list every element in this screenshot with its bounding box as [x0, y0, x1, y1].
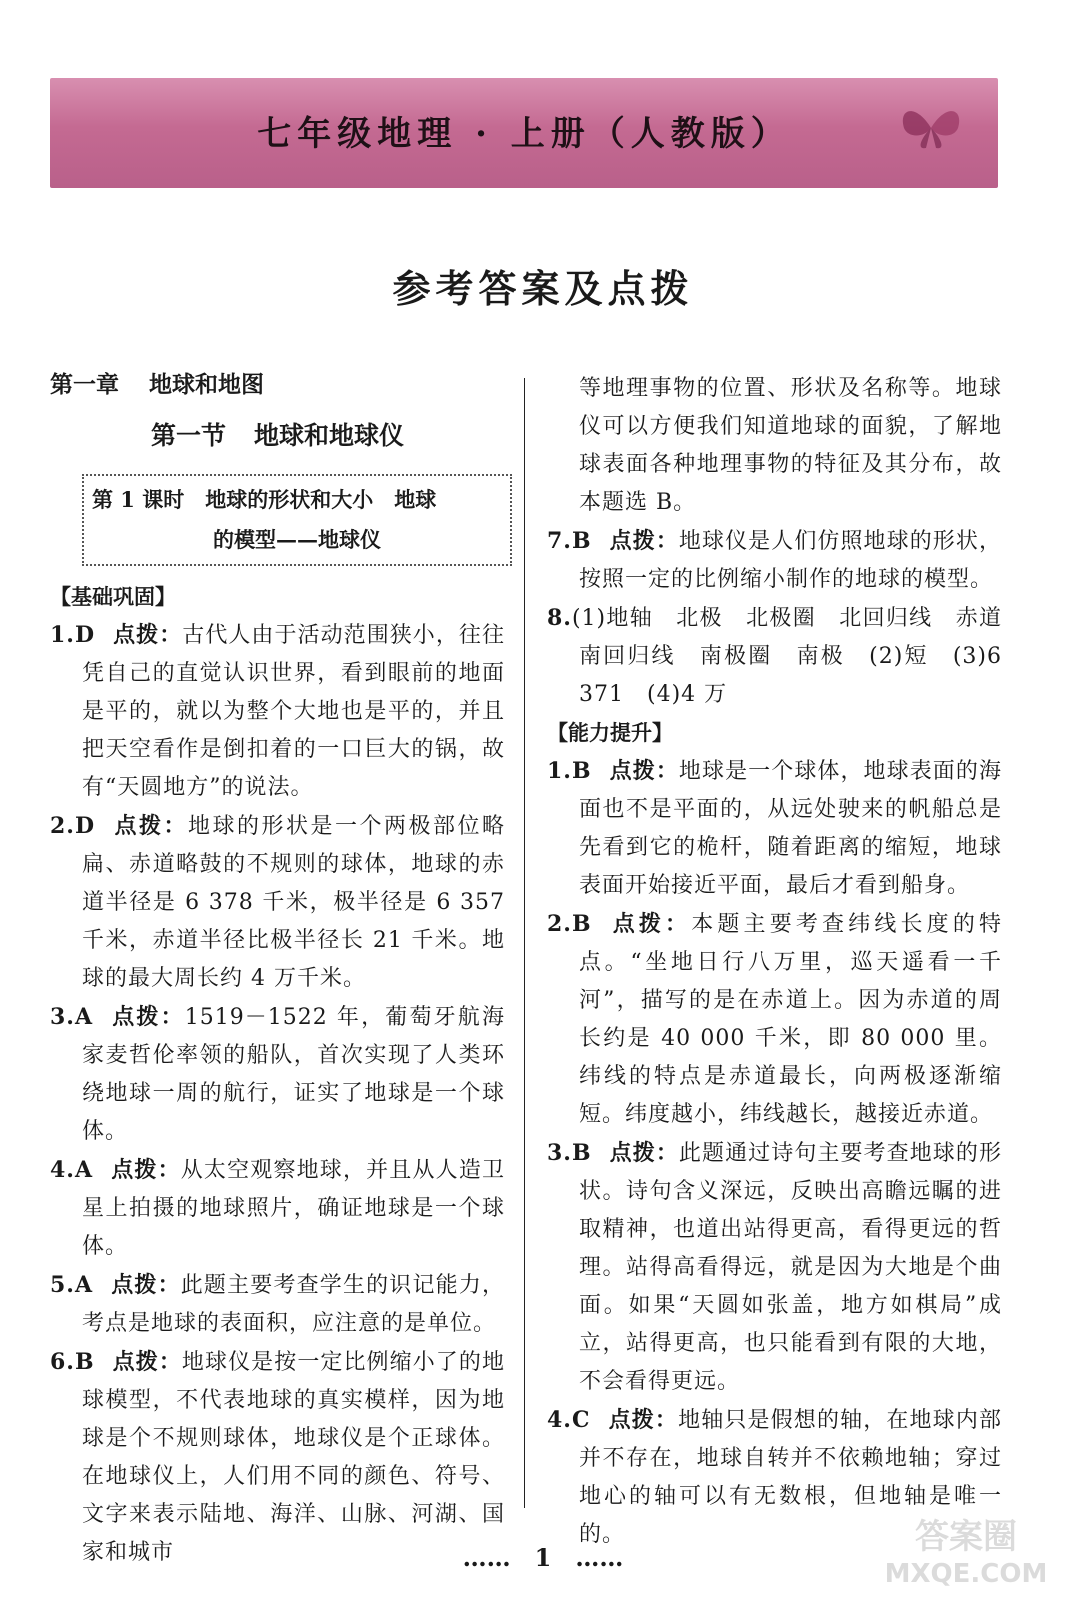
- chapter-heading: [50, 370, 505, 408]
- item-answer: B: [74, 1349, 95, 1375]
- item-answer: D: [74, 622, 96, 648]
- lesson-box: [82, 474, 512, 566]
- item-6-continuation: 等地理事物的位置、形状及名称等。地球仪可以方便我们知道地球的面貌，了解地球表面各种地理事物的特征及其分布，故本题选 B。: [579, 376, 1002, 515]
- item-number: 7.: [547, 528, 572, 554]
- item-number: 6.: [50, 1349, 75, 1375]
- item-keyword: 点拨：: [111, 1157, 181, 1183]
- answer-item: [547, 522, 1002, 599]
- item-answer: A: [74, 1157, 94, 1183]
- basic-answer-list: [50, 616, 505, 1572]
- item-answer: A: [74, 1004, 94, 1030]
- item-number: 2.: [50, 813, 75, 839]
- item-answer: A: [74, 1272, 94, 1298]
- item-number: 5.: [50, 1272, 75, 1298]
- answer-item: [50, 616, 505, 807]
- butterfly-icon: [896, 98, 966, 154]
- item-keyword: 点拨：: [113, 622, 183, 648]
- answer-item: [50, 1151, 505, 1266]
- right-column: [547, 370, 1026, 1554]
- item-keyword: 点拨：: [609, 911, 692, 937]
- item-keyword: 点拨：: [609, 758, 679, 784]
- lesson-line-1: 第 1 课时 地球的形状和大小 地球: [92, 487, 437, 512]
- item-answer: B: [571, 911, 592, 937]
- item-answer: B: [571, 528, 592, 554]
- item-text: 此题通过诗句主要考查地球的形状。诗句含义深远，反映出高瞻远瞩的进取精神，也道出站得更高，看得更远的哲理。站得高看得远，就是因为大地是个曲面。如果“天圆如张盖，地方如棋局”成立，站得更高，也只能看到有限的大地，不会看得更远。: [579, 1141, 1002, 1394]
- item-text: 此题主要考查学生的识记能力，考点是地球的表面积，应注意的是单位。: [82, 1273, 505, 1336]
- item-answer: B: [571, 1140, 592, 1166]
- item-text: 本题主要考查纬线长度的特点。“坐地日行八万里，巡天遥看一千河”，描写的是在赤道上。因为赤道的周长约是 40 000 千米，即 80 000 里。纬线的特点是赤道最长，向两极逐渐缩短。纬度越小，纬线越长，越接近赤道。: [579, 912, 1002, 1127]
- item-keyword: 点拨：: [112, 1349, 182, 1375]
- item-number: 8.: [547, 605, 572, 631]
- watermark-logo: [866, 1510, 1066, 1590]
- header-banner: [50, 78, 998, 188]
- answer-item: [547, 599, 1026, 714]
- item-text: 地球仪是按一定比例缩小了的地球模型，不代表地球的真实模样，因为地球是个不规则球体，地球仪是个正球体。在地球仪上，人们用不同的颜色、符号、文字来表示陆地、海洋、山脉、河湖、国家和城市: [82, 1350, 505, 1565]
- item-keyword: 点拨：: [608, 1407, 679, 1433]
- basic-tag: 【基础巩固】: [50, 584, 176, 609]
- item-text: 1519－1522 年，葡萄牙航海家麦哲伦率领的船队，首次实现了人类环绕地球一周的航行，证实了地球是一个球体。: [82, 1005, 505, 1144]
- item-answer: B: [571, 758, 592, 784]
- item-number: 4.: [50, 1157, 75, 1183]
- page-title: 参考答案及点拨: [392, 266, 694, 311]
- item-answer: C: [571, 1407, 591, 1433]
- section-title: 地球和地球仪: [254, 421, 405, 450]
- item-keyword: 点拨：: [111, 1004, 185, 1030]
- chapter-title: 地球和地图: [149, 371, 264, 398]
- lesson-line-2: 的模型——地球仪: [213, 527, 381, 552]
- left-column: [50, 370, 505, 1572]
- item-text: 地球的形状是一个两极部位略扁、赤道略鼓的不规则的球体，地球的赤道半径是 6 378 千米，极半径是 6 357 千米，赤道半径比极半径长 21 千米。地球的最大周长约 4 万千米。: [82, 814, 505, 991]
- item-keyword: 点拨：: [609, 528, 679, 554]
- answer-item: [547, 752, 1002, 905]
- answer-item: [50, 1266, 505, 1343]
- item-text: 地轴只是假想的轴，在地球内部并不存在，地球自转并不依赖地轴；穿过地心的轴可以有无数根，但地轴是唯一的。: [579, 1408, 1002, 1547]
- answer-item: [50, 807, 505, 998]
- item-number: 1.: [547, 758, 572, 784]
- item-text: 古代人由于活动范围狭小，往往凭自己的直觉认识世界，看到眼前的地面是平的，就以为整个大地也是平的，并且把天空看作是倒扣着的一口巨大的锅，故有“天圆地方”的说法。: [82, 623, 505, 800]
- section-label: 第一节: [150, 421, 226, 450]
- watermark-line-2: MXQE.COM: [884, 1559, 1048, 1589]
- section-heading: [50, 418, 505, 454]
- item-number: 1.: [50, 622, 75, 648]
- item-text: 地球是一个球体，地球表面的海面也不是平面的，从远处驶来的帆船总是先看到它的桅杆，随着距离的缩短，地球表面开始接近平面，最后才看到船身。: [579, 759, 1002, 898]
- item-number: 2.: [547, 911, 572, 937]
- chapter-label: 第一章: [50, 371, 119, 398]
- page-number: …… 1 ……: [462, 1543, 624, 1572]
- column-divider: [524, 378, 525, 1508]
- item-keyword: 点拨：: [111, 1272, 181, 1298]
- answer-item: [50, 998, 505, 1151]
- item-text: (1)地轴 北极 北极圈 北回归线 赤道 南回归线 南极圈 南极 (2)短 (3)6 371 (4)4 万: [571, 606, 1026, 707]
- advanced-tag: 【能力提升】: [547, 720, 673, 745]
- answer-item: [547, 1134, 1002, 1401]
- item-answer: D: [74, 813, 96, 839]
- item-keyword: 点拨：: [113, 813, 189, 839]
- item-keyword: 点拨：: [609, 1140, 679, 1166]
- item-number: 3.: [50, 1004, 75, 1030]
- item-text: 地球仪是人们仿照地球的形状，按照一定的比例缩小制作的地球的模型。: [579, 529, 1002, 592]
- answer-item: [547, 905, 1002, 1134]
- item-number: 3.: [547, 1140, 572, 1166]
- banner-title: 七年级地理 · 上册（人教版）: [257, 114, 791, 154]
- item-text: 从太空观察地球，并且从人造卫星上拍摄的地球照片，确证地球是一个球体。: [82, 1158, 505, 1259]
- watermark-line-1: 答案圈: [915, 1517, 1017, 1557]
- item-number: 4.: [547, 1407, 572, 1433]
